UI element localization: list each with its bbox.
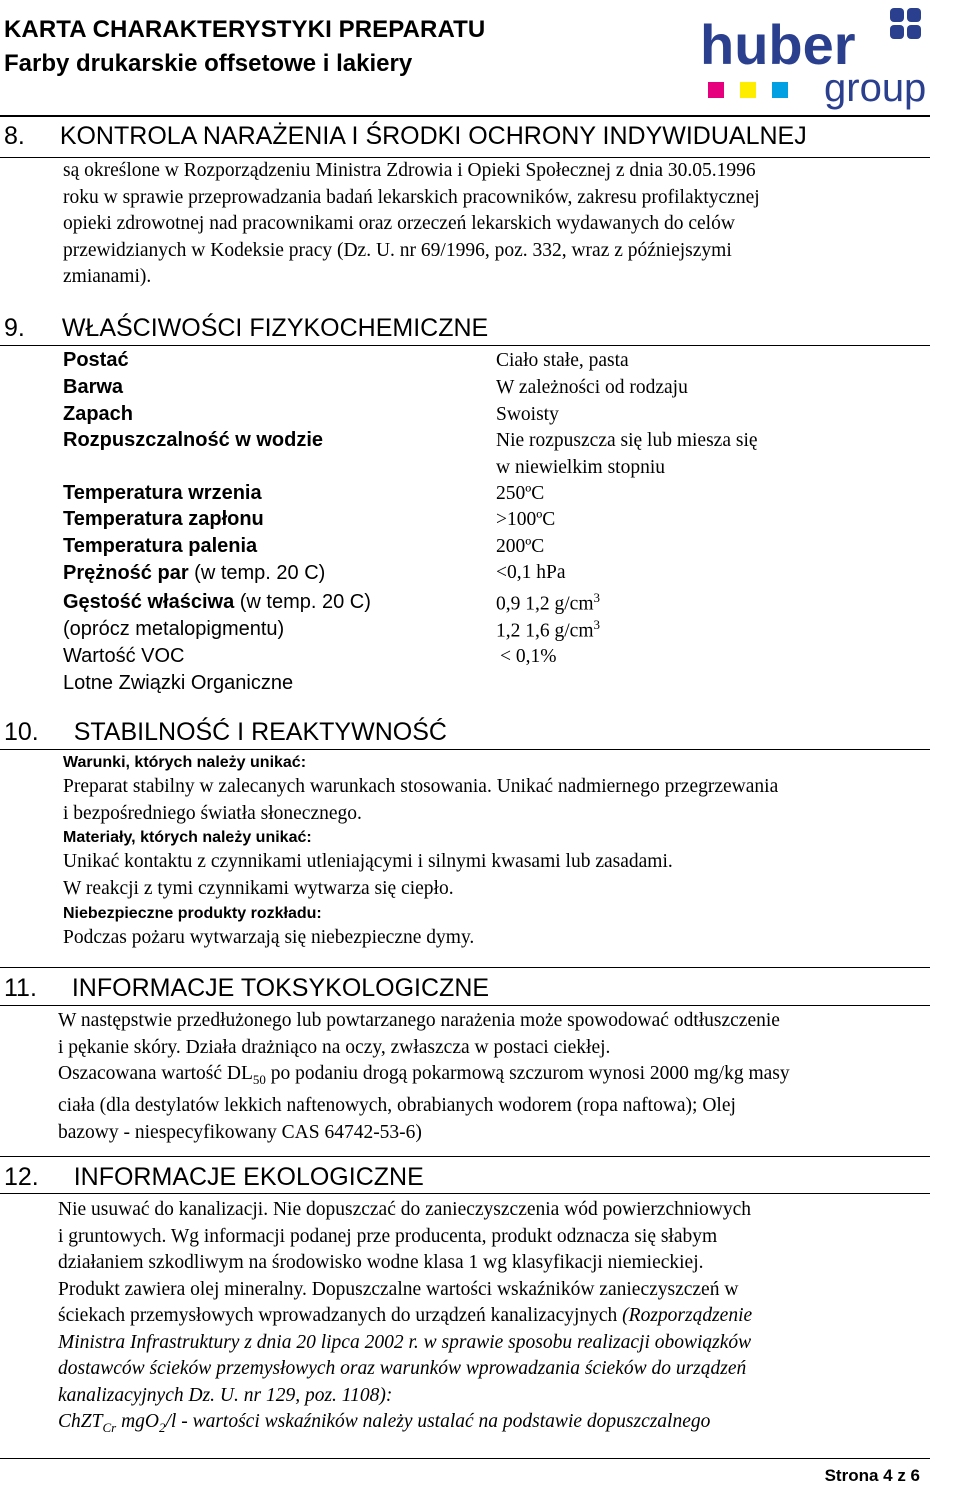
property-value-row — [496, 617, 600, 643]
property-value: <0,1 hPa — [496, 562, 566, 583]
text-line: Podczas pożaru wytwarzają się niebezpieczne dymy. — [63, 927, 475, 948]
text-line: są określone w Rozporządzeniu Ministra Zdrowia i Opieki Społecznej z dnia 30.05.1996 — [63, 160, 756, 181]
property-label: Wartość VOC — [63, 645, 185, 667]
section-8-heading — [4, 122, 807, 150]
section-title: INFORMACJE EKOLOGICZNE — [73, 1163, 424, 1191]
section-title: WŁAŚCIWOŚCI FIZYKOCHEMICZNE — [61, 314, 489, 342]
superscript: 3 — [593, 617, 600, 632]
subsection-label: Materiały, których należy unikać: — [63, 829, 312, 846]
property-value: Nie rozpuszcza się lub miesza się — [496, 430, 758, 451]
property-value: Swoisty — [496, 404, 559, 425]
property-value-continuation: w niewielkim stopniu — [496, 457, 665, 478]
property-value: 1,2 1,6 g/cm — [496, 620, 594, 642]
logo-text-group: group — [824, 66, 927, 110]
property-label-condition: (w temp. 20 C) — [234, 591, 371, 613]
section-rule — [0, 1193, 930, 1194]
logo-square-blue-4 — [907, 25, 921, 39]
text-line: zmianami). — [63, 266, 152, 287]
text-line: Unikać kontaktu z czynnikami utleniającymi i silnymi kwasami lub zasadami. — [63, 851, 673, 872]
property-value: 250ºC — [496, 483, 545, 504]
property-label: Postać — [63, 349, 129, 371]
property-value: 0,9 1,2 g/cm — [496, 593, 594, 615]
section-8-text — [63, 158, 760, 291]
text-fragment: ChZT — [58, 1411, 103, 1432]
text-line: i pękanie skóry. Działa drażniąco na oczy, zwłaszcza w postaci ciekłej. — [58, 1036, 611, 1058]
text-fragment: mgO — [116, 1411, 159, 1432]
text-line-italic: Ministra Infrastruktury z dnia 20 lipca 2002 r. w sprawie sposobu realizacji obowiązków — [58, 1331, 752, 1353]
logo-square-magenta — [708, 82, 724, 98]
text-line: W następstwie przedłużonego lub powtarzanego narażenia może spowodować odtłuszczenie — [58, 1010, 780, 1031]
text-line: W reakcji z tymi czynnikami wytwarza się ciepło. — [63, 877, 454, 899]
section-rule — [0, 1156, 930, 1157]
section-rule — [0, 1005, 930, 1006]
logo-text-huber: huber — [700, 13, 856, 76]
section-12-heading — [4, 1163, 424, 1191]
text-line-italic: dostawców ścieków przemysłowych oraz warunków wprowadzania ścieków do urządzeń — [58, 1358, 747, 1379]
text-line: przewidzianych w Kodeksie pracy (Dz. U. nr 69/1996, poz. 332, wraz z późniejszymi — [63, 239, 732, 261]
section-11-text — [58, 1008, 790, 1146]
decomposition-text — [63, 925, 474, 952]
property-label: Zapach — [63, 403, 134, 425]
property-label-row — [63, 562, 325, 585]
logo-square-blue-2 — [907, 8, 921, 22]
section-number: 12. — [4, 1163, 39, 1191]
property-value: < 0,1% — [500, 646, 557, 667]
section-title: INFORMACJE TOKSYKOLOGICZNE — [71, 974, 490, 1002]
text-fragment: ściekach przemysłowych wprowadzanych do urządzeń kanalizacyjnych — [58, 1305, 623, 1326]
text-line-cod — [58, 1409, 752, 1441]
property-label: Temperatura palenia — [63, 535, 258, 557]
section-11-heading — [4, 974, 489, 1002]
property-value: W zależności od rodzaju — [496, 377, 688, 398]
logo-square-blue-3 — [890, 25, 904, 39]
document-title: KARTA CHARAKTERYSTYKI PREPARATU — [4, 16, 486, 43]
superscript: 3 — [593, 590, 600, 605]
subscript: Cr — [102, 1419, 117, 1435]
section-9-heading — [4, 314, 488, 342]
section-number: 11. — [4, 974, 37, 1002]
subscript: 50 — [252, 1071, 266, 1087]
subscript: 2 — [158, 1419, 166, 1435]
property-label-condition: (w temp. 20 C) — [188, 562, 326, 584]
header-rule — [0, 115, 930, 117]
subsection-label: Warunki, których należy unikać: — [63, 754, 307, 771]
text-line: Nie usuwać do kanalizacji. Nie dopuszczać do zanieczyszczenia wód powierzchniowych — [58, 1199, 752, 1220]
property-label: Gęstość właściwa — [63, 591, 235, 613]
property-label-row — [63, 591, 371, 614]
text-line: działaniem szkodliwym na środowisko wodne klasa 1 wg klasyfikacji niemieckiej. — [58, 1252, 704, 1273]
page-number: Strona 4 z 6 — [824, 1466, 920, 1485]
text-fragment: Oszacowana wartość DL — [58, 1063, 253, 1084]
property-label: Prężność par — [63, 562, 189, 584]
property-label: Temperatura zapłonu — [63, 508, 264, 530]
footer-rule — [0, 1458, 930, 1459]
text-fragment: po podaniu drogą pokarmową szczurom wynosi 2000 mg/kg masy — [265, 1063, 790, 1084]
text-line: Produkt zawiera olej mineralny. Dopuszczalne wartości wskaźników zanieczyszczeń w — [58, 1278, 739, 1300]
section-title: STABILNOŚĆ I REAKTYWNOŚĆ — [73, 718, 447, 746]
text-line: bazowy - niespecyfikowany CAS 64742-53-6) — [58, 1121, 422, 1143]
avoid-materials-text — [63, 849, 673, 902]
text-fragment-italic: (Rozporządzenie — [622, 1305, 753, 1326]
property-label: Lotne Związki Organiczne — [63, 672, 294, 694]
section-number: 8. — [4, 122, 25, 150]
text-line: Preparat stabilny w zalecanych warunkach stosowania. Unikać nadmiernego przegrzewania — [63, 776, 779, 797]
text-line: opieki zdrowotnej nad pracownikami oraz orzeczeń lekarskich wydawanych do celów — [63, 213, 735, 234]
logo-square-cyan — [772, 82, 788, 98]
section-title: KONTROLA NARAŻENIA I ŚRODKI OCHRONY INDYWIDUALNEJ — [59, 122, 807, 150]
logo-square-yellow — [740, 82, 756, 98]
huber-group-logo — [700, 6, 930, 110]
section-10-heading — [4, 718, 447, 746]
property-value: Ciało stałe, pasta — [496, 350, 629, 371]
product-name: Farby drukarskie offsetowe i lakiery — [4, 50, 413, 77]
property-label: Barwa — [63, 376, 124, 398]
text-line: i bezpośredniego światła słonecznego. — [63, 802, 362, 824]
text-fragment: /l - wartości wskaźników należy ustalać na podstawie dopuszczalnego — [165, 1411, 711, 1432]
section-number: 10. — [4, 718, 39, 746]
property-value-row — [496, 590, 600, 616]
text-line: i gruntowych. Wg informacji podanej prze producenta, produkt odznacza się słabym — [58, 1225, 718, 1247]
text-line-mixed — [58, 1303, 752, 1330]
section-12-text — [58, 1197, 752, 1441]
text-line-italic: kanalizacyjnych Dz. U. nr 129, poz. 1108): — [58, 1384, 393, 1406]
property-label: (oprócz metalopigmentu) — [63, 618, 285, 640]
text-line: roku w sprawie przeprowadzania badań lekarskich pracowników, zakresu profilaktycznej — [63, 186, 760, 208]
property-label: Rozpuszczalność w wodzie — [63, 429, 324, 451]
logo-square-blue — [890, 8, 904, 22]
text-line-dl50 — [58, 1061, 790, 1093]
property-value: >100ºC — [496, 509, 556, 530]
text-line: ciała (dla destylatów lekkich naftenowych, obrabianych wodorem (ropa naftowa); Olej — [58, 1095, 736, 1117]
avoid-conditions-text — [63, 774, 778, 827]
property-label: Temperatura wrzenia — [63, 482, 262, 504]
section-rule — [0, 967, 930, 968]
section-rule — [0, 749, 930, 750]
section-rule — [0, 345, 930, 346]
section-number: 9. — [4, 314, 25, 342]
subsection-label: Niebezpieczne produkty rozkładu: — [63, 905, 322, 922]
property-value: 200ºC — [496, 536, 545, 557]
